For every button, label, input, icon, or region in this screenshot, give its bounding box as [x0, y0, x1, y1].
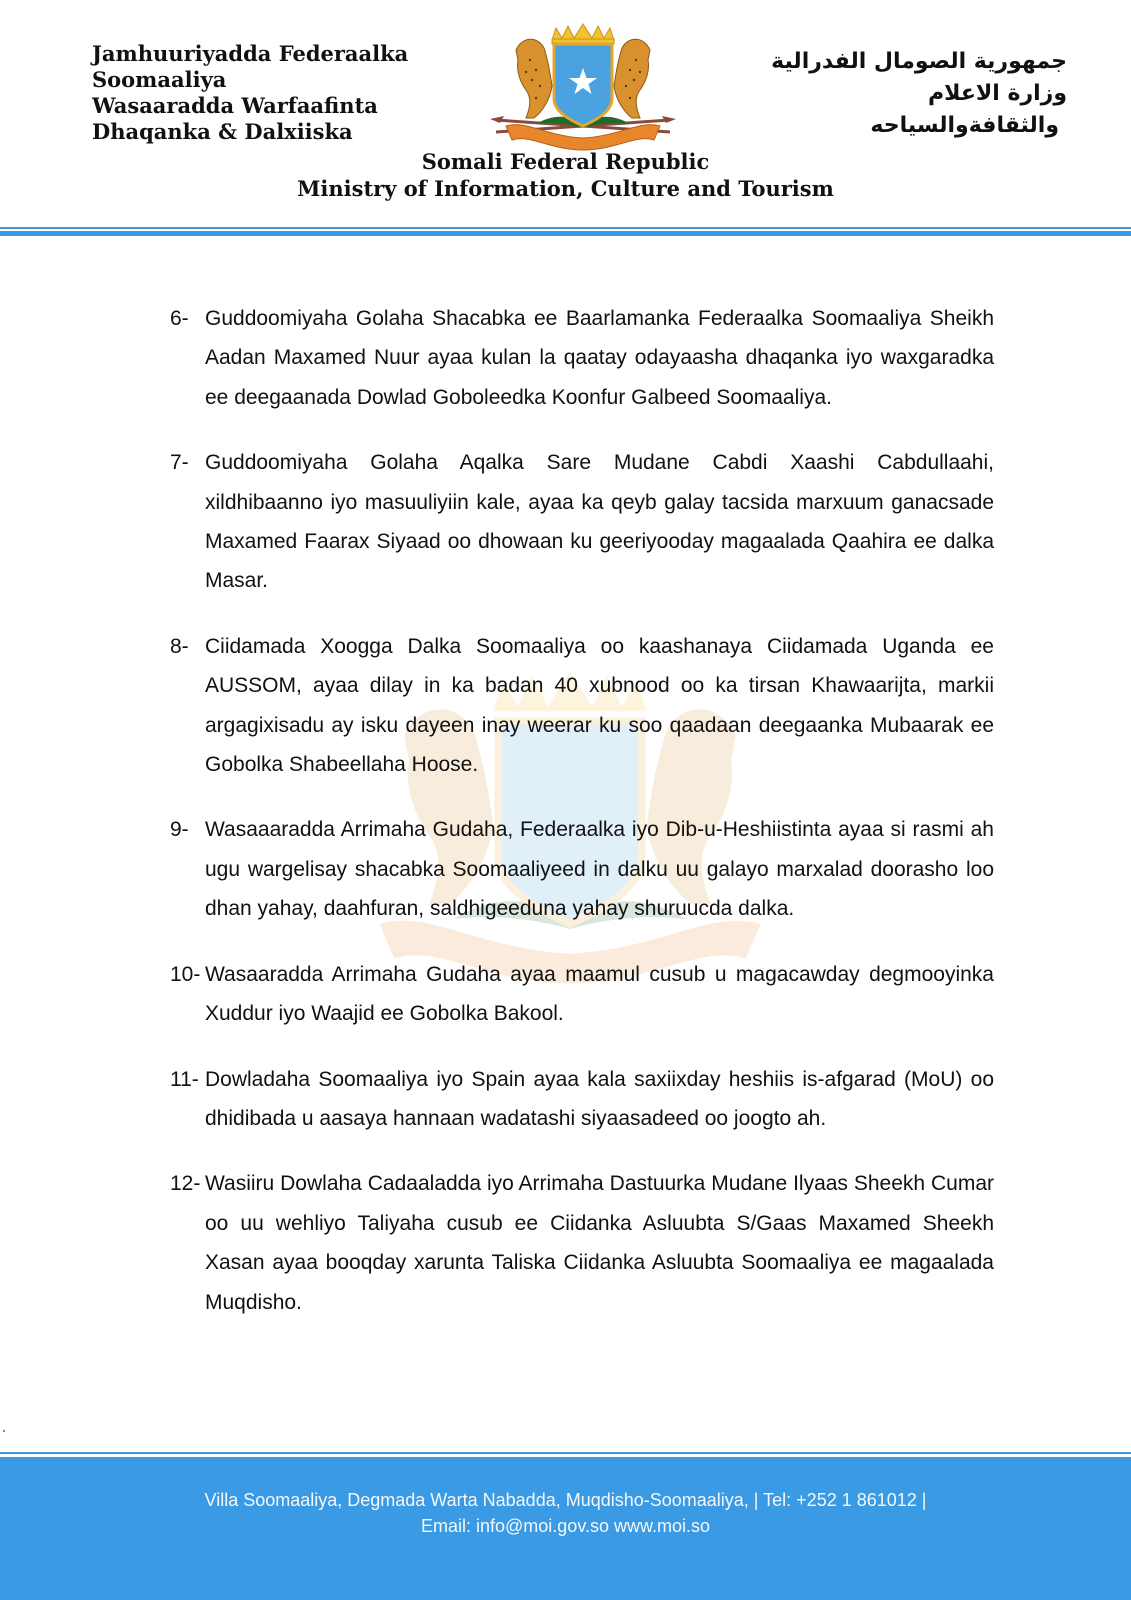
- letterhead-arabic-name: [771, 46, 1067, 142]
- letterhead-english-name: [0, 148, 1131, 202]
- letterhead-arabic-line: وزارة الاعلام: [928, 81, 1067, 106]
- footer: [0, 1457, 1131, 1600]
- footer-divider: [0, 1452, 1131, 1456]
- item-number: 6-: [170, 307, 189, 330]
- item-number: 9-: [170, 818, 189, 842]
- letterhead-line: Wasaaradda Warfaafinta: [92, 93, 378, 118]
- somalia-coat-of-arms-icon: [486, 20, 680, 160]
- letterhead-line: Jamhuuriyadda Federaalka: [92, 41, 409, 66]
- list-item: [170, 955, 994, 1034]
- list-item: [170, 810, 994, 928]
- item-text: Guddoomiyaha Golaha Aqalka Sare Mudane Cabdi Xaashi Cabdullaahi, xildhibaanno iyo masuuliyiin kale, ayaa ka qeyb galay tacsida marxuum ganacsade Maxamed Faarax Siyaad oo dhowaan ku geeriyooday magaalada Qaahira ee dalka Masar.: [205, 451, 994, 593]
- letterhead-line: Dhaqanka & Dalxiiska: [92, 119, 353, 144]
- letterhead-somali-name: [92, 41, 408, 145]
- item-text: Wasiiru Dowlaha Cadaaladda iyo Arrimaha Dastuurka Mudane Ilyaas Sheekh Cumar oo uu wehliyo Taliyaha cusub ee Ciidanka Asluubta S/Gaas Maxamed Sheekh Xasan ayaa booqday xarunta Taliska Ciidanka Asluubta Soomaaliya ee magaalada Muqdisho.: [205, 1172, 994, 1314]
- list-item: [170, 299, 994, 417]
- item-number: 7-: [170, 451, 189, 475]
- letterhead-arabic-line: جمهورية الصومال الفدرالية: [771, 49, 1067, 74]
- list-item: [170, 443, 994, 601]
- letterhead-line: Soomaaliya: [92, 67, 227, 92]
- letterhead-title: Somali Federal Republic: [421, 149, 710, 174]
- item-number: 8-: [170, 634, 189, 658]
- news-list: [170, 299, 994, 1348]
- list-item: [170, 1060, 994, 1139]
- footer-address: Villa Soomaaliya, Degmada Warta Nabadda, Muqdisho-Soomaaliya, | Tel: +252 1 861012 |: [204, 1490, 927, 1510]
- footer-contact: Email: info@moi.gov.so www.moi.so: [420, 1516, 711, 1536]
- item-text: Wasaaradda Arrimaha Gudaha ayaa maamul cusub u magacawday degmooyinka Xuddur iyo Waajid ee Gobolka Bakool.: [205, 962, 994, 1026]
- item-text: Guddoomiyaha Golaha Shacabka ee Baarlamanka Federaalka Soomaaliya Sheikh Aadan Maxamed Nuur ayaa kulan la qaatay odayaasha dhaqanka iyo waxgaradka ee deegaanada Dowlad Goboleedka Koonfur Galbeed Soomaaliya.: [205, 307, 994, 409]
- stray-mark: [3, 1430, 5, 1432]
- list-item: [170, 1164, 994, 1322]
- header-divider: [0, 227, 1131, 236]
- item-number: 12-: [170, 1172, 201, 1196]
- item-number: 11-: [170, 1067, 199, 1091]
- list-item: [170, 627, 994, 785]
- item-text: Dowladaha Soomaaliya iyo Spain ayaa kala saxiixday heshiis is-afgarad (MoU) oo dhidibada u aasaya hannaan wadatashi siyaasadeed oo joogto ah.: [205, 1067, 994, 1130]
- item-text: Wasaaaradda Arrimaha Gudaha, Federaalka iyo Dib-u-Heshiistinta ayaa si rasmi ah ugu wargelisay shacabka Soomaaliyeed in dalku uu galayo marxalad doorasho loo dhan yahay, daahfuran, saldhigeeduna yahay shuruucda dalka.: [205, 818, 994, 921]
- letterhead-subtitle: Ministry of Information, Culture and Tourism: [297, 176, 834, 201]
- item-number: 10-: [170, 962, 201, 986]
- item-text: Ciidamada Xoogga Dalka Soomaaliya oo kaashanaya Ciidamada Uganda ee AUSSOM, ayaa dilay in ka badan 40 xubnood oo ka tirsan Khawaarijta, markii argagixisadu ay isku dayeen inay weerar ku soo qaadaan deegaanka Mubaarak ee Gobolka Shabeellaha Hoose.: [205, 634, 994, 777]
- letterhead-arabic-line: والثقافةوالسياحه: [870, 113, 1059, 138]
